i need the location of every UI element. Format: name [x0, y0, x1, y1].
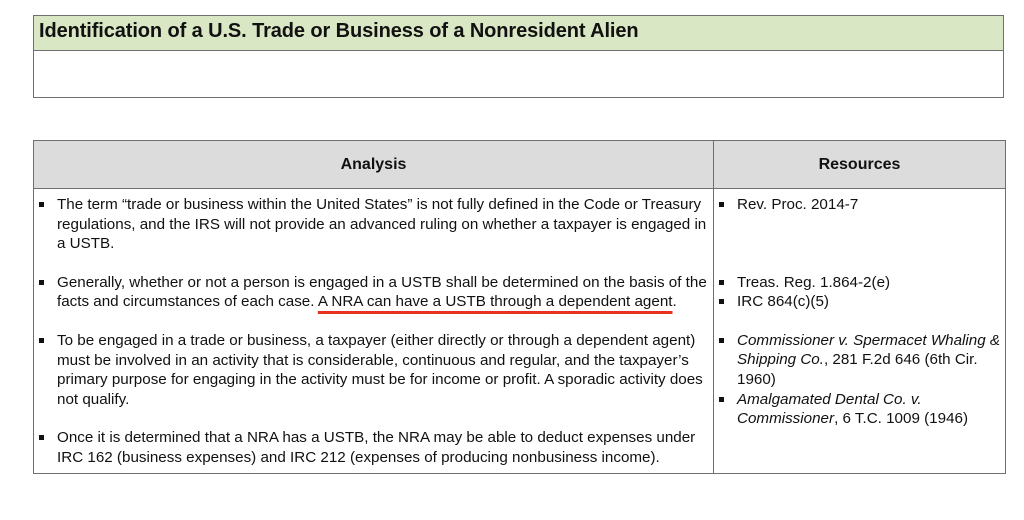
table-row — [34, 189, 1006, 474]
resource-rev-proc: Rev. Proc. 2014-7 — [737, 196, 859, 213]
resource-case-cite: , 281 F.2d 646 (6th Cir. 1960) — [737, 351, 978, 388]
bullet-icon — [719, 202, 724, 207]
resource-case-name: Amalgamated Dental Co. v. Commissioner — [737, 390, 922, 428]
analysis-point-3: To be engaged in a trade or business, a taxpayer (either directly or through a dependent agent) must be involved in an activity that is considerable, continuous and regular, and the taxpayer’s primary purpose for engaging in the activity must be for income or profit. A sporadic activity does not qualify. — [57, 331, 703, 408]
resources-list-3 — [718, 331, 1001, 429]
analysis-list — [38, 195, 709, 468]
bullet-icon — [39, 202, 44, 207]
analysis-table — [33, 140, 1006, 474]
analysis-point-2-highlight: A NRA can have a USTB through a dependent agent — [317, 293, 673, 311]
analysis-point-2-text: Generally, whether or not a person is engaged in a USTB shall be determined on the basis of the facts and circumstances of each case. — [57, 273, 707, 311]
list-item — [38, 331, 709, 409]
resources-list-2 — [718, 273, 1001, 312]
bullet-icon — [719, 338, 724, 343]
list-item — [718, 390, 1001, 429]
resource-case-name: Commissioner v. Spermacet Whaling & Shipping Co. — [737, 331, 1001, 369]
resource-case-cite: , 6 T.C. 1009 (1946) — [834, 410, 969, 428]
list-item — [38, 273, 709, 312]
table-header-row — [34, 141, 1006, 189]
page-title: Identification of a U.S. Trade or Business of a Nonresident Alien — [34, 16, 1003, 51]
list-item — [38, 195, 709, 254]
resource-treas-reg: Treas. Reg. 1.864-2(e) — [737, 273, 891, 291]
analysis-cell — [34, 189, 714, 474]
analysis-point-1: The term “trade or business within the United States” is not fully defined in the Code or Treasury regulations, and the IRS will not provide an advanced ruling on whether a taxpayer is engaged in a USTB. — [57, 196, 707, 253]
bullet-icon — [719, 397, 724, 402]
bullet-icon — [39, 280, 44, 285]
bullet-icon — [719, 299, 724, 304]
bullet-icon — [39, 435, 44, 440]
list-item — [718, 331, 1001, 390]
analysis-point-2-end: . — [672, 293, 677, 311]
analysis-header: Analysis — [34, 141, 714, 189]
resources-header: Resources — [714, 141, 1006, 189]
bullet-icon — [39, 338, 44, 343]
analysis-point-4: Once it is determined that a NRA has a USTB, the NRA may be able to deduct expenses under IRC 162 (business expenses) and IRC 212 (expenses of producing nonbusiness income). — [57, 429, 696, 466]
resource-irc-864: IRC 864(c)(5) — [737, 293, 829, 311]
resources-list-1 — [718, 195, 1001, 215]
list-item — [38, 428, 709, 467]
list-item — [718, 292, 1001, 312]
resources-cell — [714, 189, 1006, 474]
title-box — [33, 15, 1004, 98]
list-item — [718, 273, 1001, 293]
title-empty-area — [34, 51, 1003, 97]
bullet-icon — [719, 280, 724, 285]
list-item — [718, 195, 1001, 215]
